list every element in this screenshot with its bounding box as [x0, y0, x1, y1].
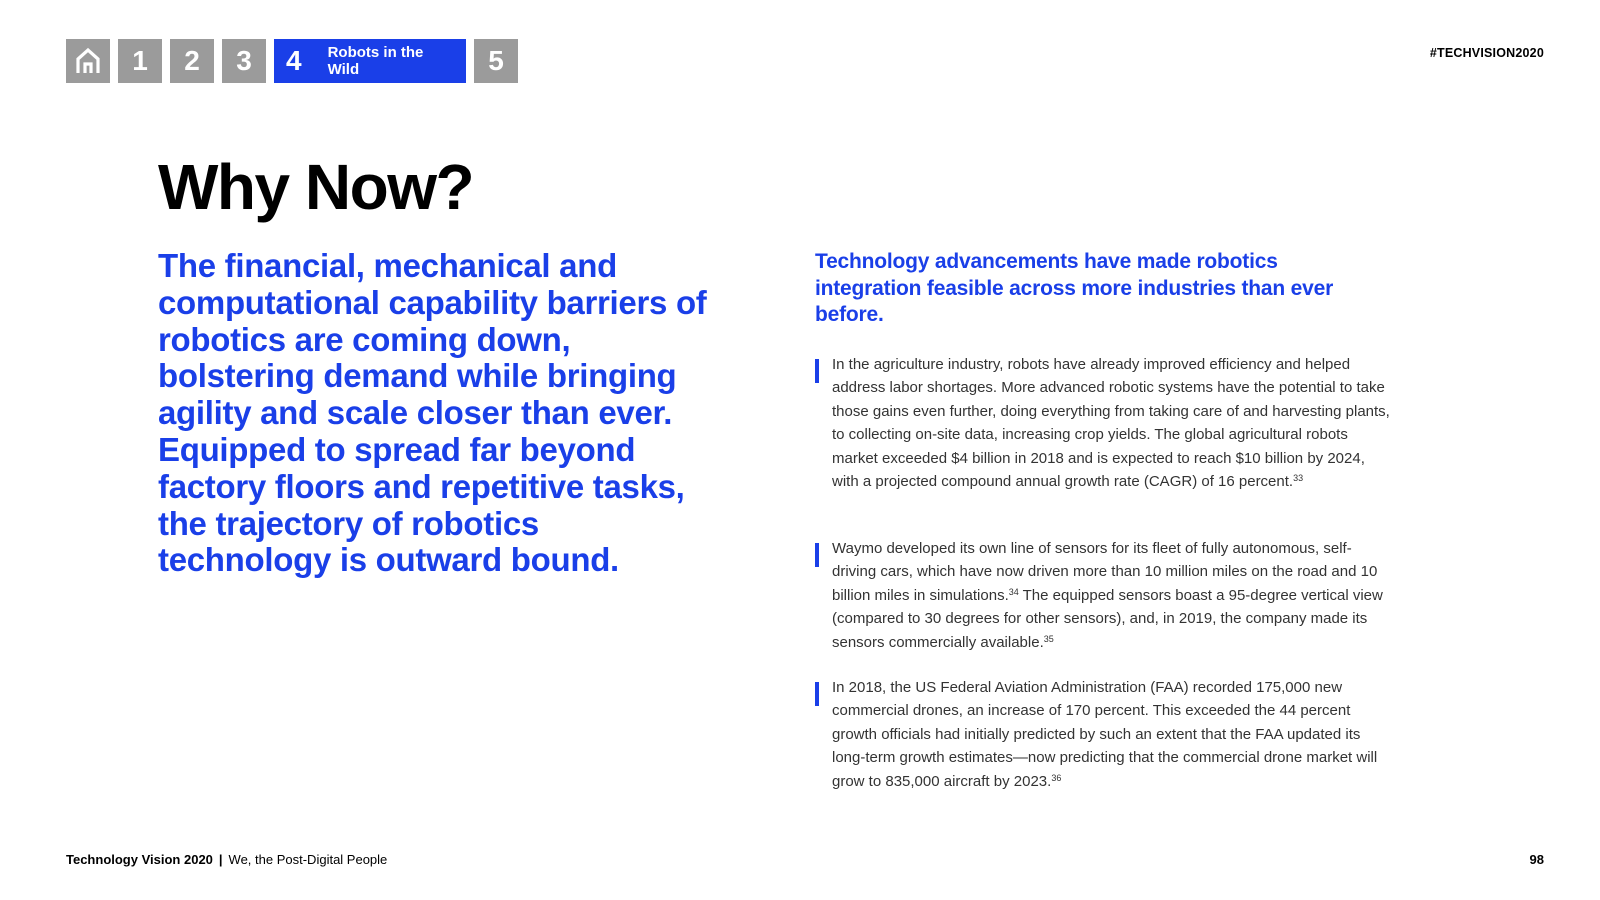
paragraph-text: In the agriculture industry, robots have already improved efficiency and helped address labor shortages. More advanced robotic systems have the potential to take those gains even further, doing everything from taking care of and harvesting plants, to collecting on-site data, increasing crop yields. The global agricultural robots market exceeded $4 billion in 2018 and is expected to reach $10 billion by 2024, with a projected compound annual growth rate (CAGR) of 16 percent.$^{33}$	[832, 356, 1390, 491]
footer-tagline: We, the Post-Digital People	[228, 852, 388, 867]
lede-statement: The financial, mechanical and computational capability barriers of robotics are coming down, bolstering demand while bringing agility and scale closer than ever. Equipped to spread far beyond factory floors and repetitive tasks, the trajectory of robotics technology is outward bound.	[158, 247, 707, 579]
paragraph-marker	[815, 359, 819, 383]
footnote-ref[interactable]: 34	[1008, 586, 1019, 597]
paragraph-text: In 2018, the US Federal Aviation Administration (FAA) recorded 175,000 new commercial drones, an increase of 170 percent. This exceeded the 44 percent growth officials had initially predicted by such an extent that the FAA updated its long-term growth estimates—now predicting that the commercial drone market will grow to 835,000 aircraft by 2023.36	[832, 679, 1378, 790]
paragraph-drones	[815, 676, 1395, 793]
page-title: Why Now?	[158, 151, 474, 223]
home-button[interactable]	[66, 39, 110, 83]
footer	[66, 852, 387, 867]
subheading: Technology advancements have made robotics integration feasible across more industries than ever before.	[815, 250, 1334, 326]
nav-section-2[interactable]: 2	[170, 39, 214, 83]
home-icon	[74, 47, 102, 75]
nav-section-1[interactable]: 1	[118, 39, 162, 83]
footnote-ref[interactable]: 35	[1043, 633, 1054, 644]
page-number: 98	[1529, 852, 1544, 867]
nav-section-5[interactable]: 5	[474, 39, 518, 83]
hashtag: #TECHVISION2020	[1429, 46, 1544, 60]
nav-section-4-active[interactable]	[274, 39, 466, 83]
footer-brand: Technology Vision 2020	[66, 852, 213, 867]
footnote-ref[interactable]: 33	[1293, 473, 1304, 484]
footer-separator: |	[218, 852, 223, 867]
nav-section-3[interactable]: 3	[222, 39, 266, 83]
footnote-ref[interactable]: 36	[1051, 772, 1062, 783]
paragraph-marker	[815, 682, 819, 706]
section-nav	[66, 39, 518, 83]
nav-active-number: 4	[286, 45, 302, 76]
paragraph-marker	[815, 543, 819, 567]
paragraph-agriculture	[815, 353, 1395, 493]
nav-active-label: Robots in the Wild	[327, 44, 424, 78]
paragraph-text: Waymo developed its own line of sensors for its fleet of fully autonomous, self-driving cars, which have now driven more than 10 million miles on the road and 10 billion miles in simulations.$^{34}$ The equipped sensors boast a 95-degree vertical view (compared to 30 degrees for other sensors), and, in 2019, the company made its sensors commercially available.$^{35}$	[832, 540, 1383, 651]
paragraph-waymo	[815, 537, 1395, 654]
